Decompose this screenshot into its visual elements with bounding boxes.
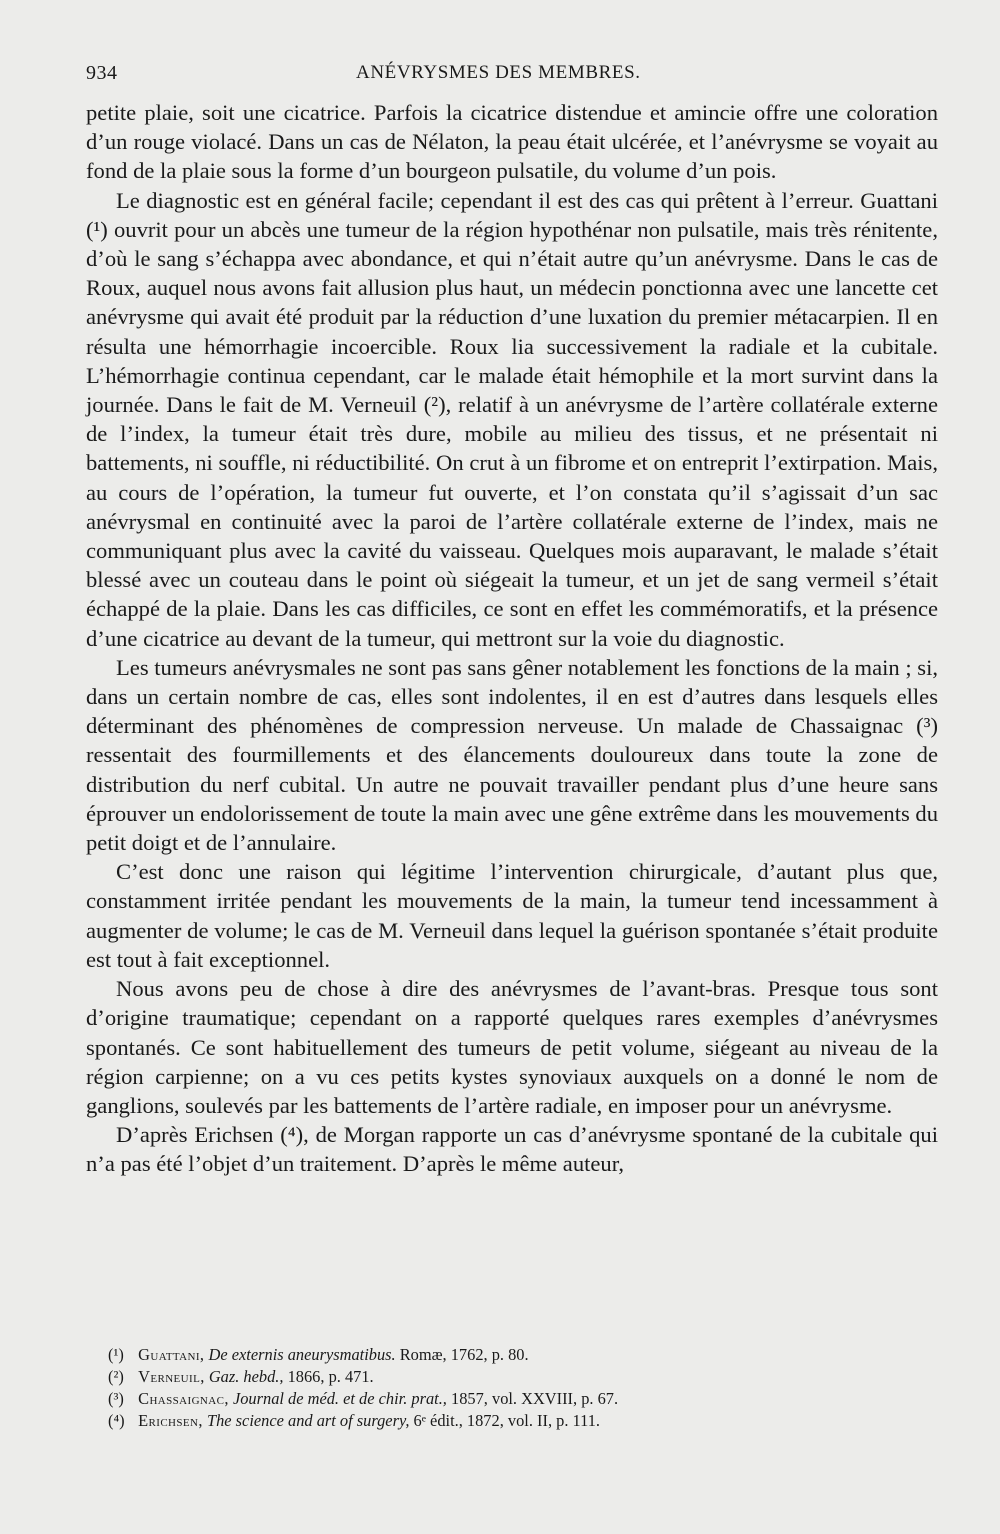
footnote-reference: 6ᵉ édit., 1872, vol. II, p. 111. <box>413 1411 600 1430</box>
paragraph: C’est donc une raison qui légitime l’intervention chirurgicale, d’autant plus que, constamment irritée pendant les mouvements de la main, la tumeur tend incessamment à augmenter de volume; le cas de M. Verneuil dans lequel la guérison spontanée s’était produite est tout à fait exceptionnel. <box>86 859 938 972</box>
footnote <box>108 1410 928 1432</box>
page-number: 934 <box>86 62 118 84</box>
footnote-author: Verneuil, <box>138 1367 205 1386</box>
paragraph: Le diagnostic est en général facile; cependant il est des cas qui prêtent à l’erreur. Guattani (¹) ouvrit pour un abcès une tumeur de la région hypothénar non pulsatile, mais très rénitente, d’où le sang s’échappa avec abondance, et qui n’était autre qu’un anévrysme. Dans le cas de Roux, auquel nous avons fait allusion plus haut, un médecin ponctionna avec une lancette cet anévrysme qui avait été produit par la réduction d’une luxation du premier métacarpien. Il en résulta une hémorrhagie incoercible. Roux lia successivement la radiale et la cubitale. L’hémorrhagie continua cependant, car le malade était hémophile et la mort survint dans la journée. Dans le fait de M. Verneuil (²), relatif à un anévrysme de l’artère collatérale externe de l’index, la tumeur était très dure, mobile au milieu des tissus, et ne présentait ni battements, ni souffle, ni réductibilité. On crut à un fibrome et on entreprit l’extirpation. Mais, au cours de l’opération, la tumeur fut ouverte, et l’on constata qu’il s’agissait d’un sac anévrysmal en continuité avec la paroi de l’artère collatérale externe de l’index, mais ne communiquant plus avec la cavité du vaisseau. Quelques mois auparavant, le malade s’était blessé avec un couteau dans le point où siégeait la tumeur, et un jet de sang vermeil s’était échappé de la plaie. Dans les cas difficiles, ce sont en effet les commémoratifs, et la présence d’une cicatrice au devant de la tumeur, qui mettront sur la voie du diagnostic. <box>86 187 938 651</box>
footnote <box>108 1388 928 1410</box>
paragraph: D’après Erichsen (⁴), de Morgan rapporte un cas d’anévrysme spontané de la cubitale qui n’a pas été l’objet d’un traitement. D’après le même auteur, <box>86 1122 938 1177</box>
footnote <box>108 1344 928 1366</box>
footnote-author: Erichsen, <box>138 1411 203 1430</box>
footnote-title: The science and art of surgery, <box>207 1411 410 1430</box>
paragraph: petite plaie, soit une cicatrice. Parfois la cicatrice distendue et amincie offre une coloration d’un rouge violacé. Dans un cas de Nélaton, la peau était ulcérée, et l’anévrysme se voyait au fond de la plaie sous la forme d’un bourgeon pulsatile, du volume d’un pois. <box>86 100 938 184</box>
footnote-mark: (¹) <box>108 1345 124 1364</box>
footnote-mark: (³) <box>108 1389 124 1408</box>
footnote-author: Chassaignac, <box>138 1389 229 1408</box>
footnote-reference: 1857, vol. XXVIII, p. 67. <box>451 1389 619 1408</box>
footnote <box>108 1366 928 1388</box>
footnote-author: Guattani, <box>138 1345 205 1364</box>
footnotes <box>108 1344 928 1432</box>
footnote-title: Journal de méd. et de chir. prat., <box>232 1389 447 1408</box>
footnote-mark: (²) <box>108 1367 124 1386</box>
footnote-reference: Romæ, 1762, p. 80. <box>399 1345 529 1364</box>
body-text <box>86 98 938 1179</box>
paragraph: Les tumeurs anévrysmales ne sont pas sans gêner notablement les fonctions de la main ; si, dans un certain nombre de cas, elles sont indolentes, il en est d’autres dans lesquels elles déterminant des phénomènes de compression nerveuse. Un malade de Chassaignac (³) ressentait des fourmillements et des élancements douloureux dans toute la zone de distribution du nerf cubital. Un autre ne pouvait travailler pendant plus d’une heure sans éprouver un endolorissement de toute la main avec une gêne extrême dans les mouvements du petit doigt et de l’annulaire. <box>86 654 939 856</box>
paragraph: Nous avons peu de chose à dire des anévrysmes de l’avant-bras. Presque tous sont d’origine traumatique; cependant on a rapporté quelques rares exemples d’anévrysmes spontanés. Ce sont habituellement des tumeurs de petit volume, siégeant au niveau de la région carpienne; on a vu ces petits kystes synoviaux auxquels on a donné le nom de ganglions, soulevés par les battements de l’artère radiale, en imposer pour un anévrysme. <box>86 976 938 1118</box>
page-header <box>86 62 936 88</box>
footnote-mark: (⁴) <box>108 1411 125 1430</box>
footnote-reference: 1866, p. 471. <box>287 1367 374 1386</box>
footnote-title: Gaz. hebd., <box>208 1367 284 1386</box>
running-title: ANÉVRYSMES DES MEMBRES. <box>356 62 641 83</box>
footnote-title: De externis aneurysmatibus. <box>208 1345 396 1364</box>
